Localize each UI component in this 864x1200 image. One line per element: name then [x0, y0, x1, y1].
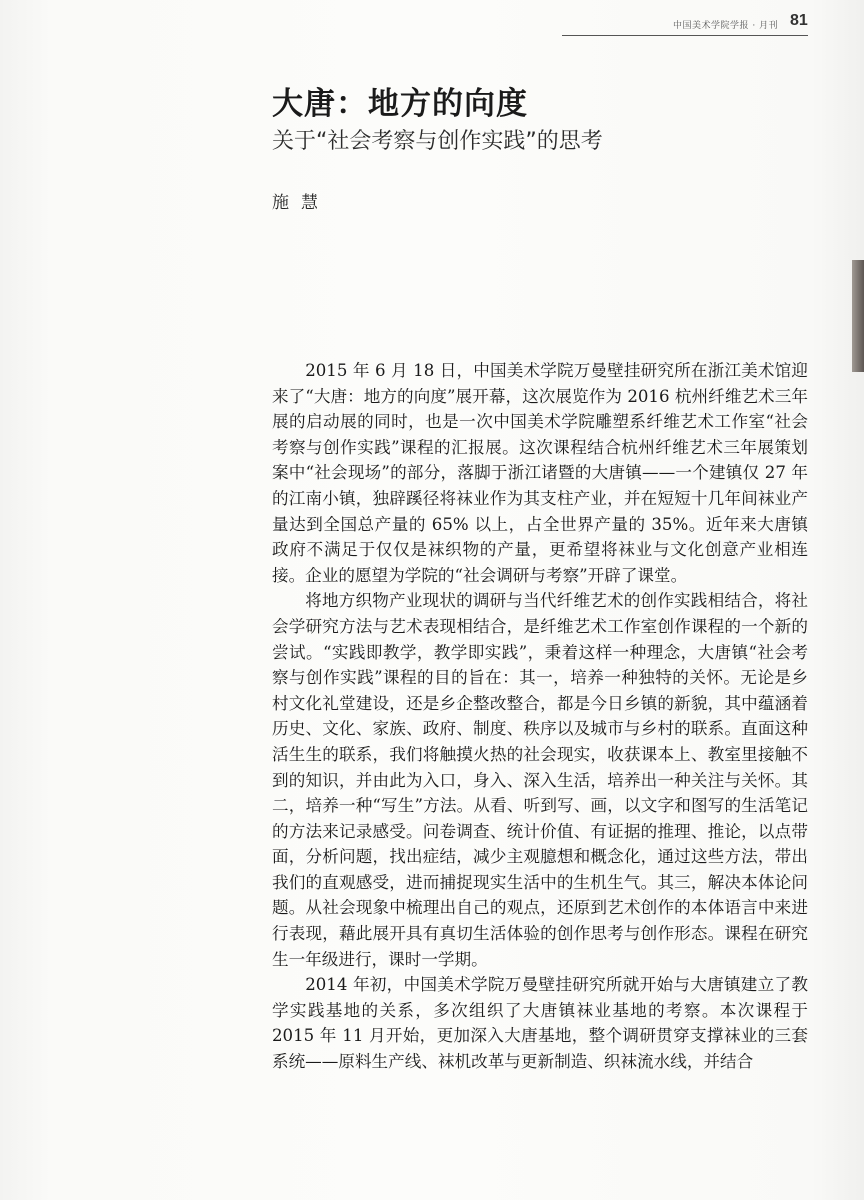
article-author: 施慧 [272, 193, 330, 213]
body-paragraph-2: 将地方织物产业现状的调研与当代纤维艺术的创作实践相结合，将社会学研究方法与艺术表现相结合，是纤维艺术工作室创作课程的一个新的尝试。“实践即教学，教学即实践”，秉着这样一种理念，大唐镇“社会考察与创作实践”课程的目的旨在：其一，培养一种独特的关怀。无论是乡村文化礼堂建设，还是乡企整改整合，都是今日乡镇的新貌，其中蕴涵着历史、文化、家族、政府、制度、秩序以及城市与乡村的联系。直面这种活生生的联系，我们将触摸火热的社会现实，收获课本上、教室里接触不到的知识，并由此为入口，身入、深入生活，培养出一种关注与关怀。其二，培养一种“写生”方法。从看、听到写、画，以文字和图写的生活笔记的方法来记录感受。问卷调查、统计价值、有证据的推理、推论，以点带面，分析问题，找出症结，减少主观臆想和概念化，通过这些方法，带出我们的直观感受，进而捕捉现实生活中的生机生气。其三，解决本体论问题。从社会现象中梳理出自己的观点，还原到艺术创作的本体语言中来进行表现，藉此展开具有真切生活体验的创作思考与创作形态。课程在研究生一年级进行，课时一学期。 [272, 591, 808, 969]
page-edge-tab [852, 260, 864, 372]
article-title: 大唐：地方的向度 [272, 86, 528, 122]
article-subtitle: 关于“社会考察与创作实践”的思考 [272, 129, 603, 154]
body-paragraph-1: 2015 年 6 月 18 日，中国美术学院万曼壁挂研究所在浙江美术馆迎来了“大唐：地方的向度”展开幕，这次展览作为 2016 杭州纤维艺术三年展的启动展的同时，也是一次中国美术学院雕塑系纤维艺术工作室“社会考察与创作实践”课程的汇报展。这次课程结合杭州纤维艺术三年展策划案中“社会现场”的部分，落脚于浙江诸暨的大唐镇——一个建镇仅 27 年的江南小镇，独辟蹊径将袜业作为其支柱产业，并在短短十几年间袜业产量达到全国总产量的 65% 以上，占全世界产量的 35%。近年来大唐镇政府不满足于仅仅是袜织物的产量，更希望将袜业与文化创意产业相连接。企业的愿望为学院的“社会调研与考察”开辟了课堂。 [272, 361, 808, 585]
body-paragraph-3: 2014 年初，中国美术学院万曼壁挂研究所就开始与大唐镇建立了教学实践基地的关系，多次组织了大唐镇袜业基地的考察。本次课程于 2015 年 11 月开始，更加深入大唐基地，整个调研贯穿支撑袜业的三套系统——原料生产线、袜机改革与更新制造、织袜流水线，并结合 [272, 975, 808, 1072]
page-number: 81 [790, 12, 808, 29]
running-head: 中国美术学院学报 · 月刊 [673, 21, 779, 31]
header-rule [562, 35, 808, 36]
article-body [272, 358, 808, 1075]
